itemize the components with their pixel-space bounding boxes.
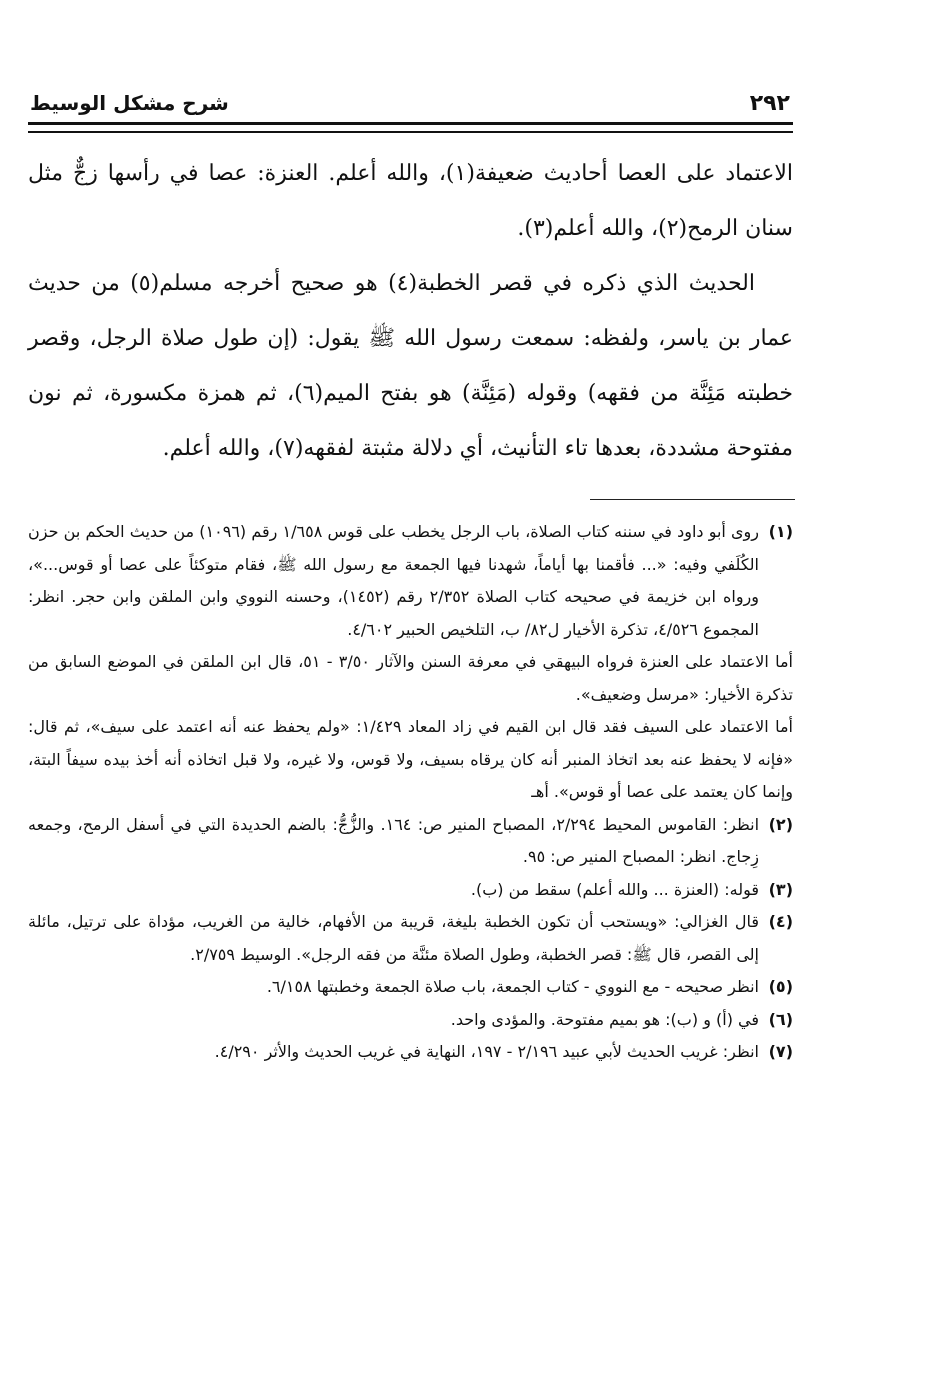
- page-header: [30, 88, 790, 118]
- footnote-text: انظر: القاموس المحيط ٢/٢٩٤، المصباح المنير ص: ١٦٤. والزُّجُّ: بالضم الحديدة التي في أسفل الرمح، وجمعه زِجاج. انظر: المصباح المنير ص: ٩٥.: [28, 814, 760, 866]
- footnote-number: (٤): [768, 912, 793, 931]
- footnote-1: [28, 516, 793, 646]
- footnote-4: [28, 906, 793, 971]
- main-text: [28, 146, 793, 476]
- page-number: ٢٩٢: [749, 90, 790, 116]
- footnote-number: (٧): [768, 1042, 793, 1061]
- footnote-separator: [590, 499, 795, 500]
- header-rule: [28, 122, 793, 133]
- footnote-2: [28, 809, 793, 874]
- footnote-3: [28, 874, 793, 907]
- main-paragraph-2: الحديث الذي ذكره في قصر الخطبة(٤) هو صحيح أخرجه مسلم(٥) من حديث عمار بن ياسر، ولفظه: سمعت رسول الله ﷺ يقول: (إن طول صلاة الرجل، وقصر خطبته مَئِنَّة من فقهه) وقوله (مَئِنَّة) هو بفتح الميم(٦)، ثم همزة مكسورة، ثم نون مفتوحة مشددة، بعدها تاء التأنيث، أي دلالة مثبتة لفقهه(٧)، والله أعلم.: [28, 271, 794, 461]
- footnote-text: روى أبو داود في سننه كتاب الصلاة، باب الرجل يخطب على قوس ١/٦٥٨ رقم (١٠٩٦) من حديث الحكم بن حزن الكُلَفي وفيه: «... فأقمنا بها أياماً، شهدنا فيها الجمعة مع رسول الله ﷺ، فقام متوكئاً على عصا أو قوس...»، ورواه ابن خزيمة في صحيحه كتاب الصلاة ٢/٣٥٢ رقم (١٤٥٢)، وحسنه النووي وابن الملقن وابن حجر. انظر: المجموع ٤/٥٢٦، تذكرة الأخيار ل٨٢/ ب، التلخيص الحبير ٤/٦٠٢.: [28, 522, 760, 639]
- footnote-number: (٣): [768, 879, 793, 899]
- footnote-1-continuation-2: أما الاعتماد على السيف فقد قال ابن القيم في زاد المعاد ١/٤٢٩: «ولم يحفظ عنه أنه اعتمد على سيف»، ثم قال: «فإنه لا يحفظ عنه بعد اتخاذ المنبر أنه كان يرقاه بسيف، ولا قوس، ولا غيره، ولا قبل اتخاذه أنه أخذ بيده سيفاً البتة، وإنما كان يعتمد على عصا أو قوس». أهـ: [28, 717, 794, 801]
- footnote-text: في (أ) و (ب): هو بميم مفتوحة. والمؤدى واحد.: [450, 1009, 759, 1029]
- footnote-text: انظر صحيحه - مع النووي - كتاب الجمعة، باب صلاة الجمعة وخطبتها ٦/١٥٨.: [266, 977, 759, 996]
- footnote-1-continuation-1: أما الاعتماد على العنزة فرواه البيهقي في معرفة السنن والآثار ٣/٥٠ - ٥١، قال ابن الملقن في الموضع السابق من تذكرة الأخيار: «مرسل وضعيف».: [28, 652, 793, 704]
- footnote-text: قال الغزالي: «ويستحب أن تكون الخطبة بليغة، قريبة من الأفهام، خالية من الغريب، مؤداة على ترتيل، مائلة إلى القصر، قال ﷺ: قصر الخطبة، وطول الصلاة مئنَّة من فقه الرجل». الوسيط ٢/٧٥٩.: [28, 912, 759, 964]
- running-title: شرح مشكل الوسيط: [30, 91, 229, 115]
- footnote-6: [28, 1004, 793, 1037]
- main-paragraph-1: الاعتماد على العصا أحاديث ضعيفة(١)، والله أعلم. العنزة: عصا في رأسها زجٌّ مثل سنان الرمح(٢)، والله أعلم(٣).: [28, 161, 794, 241]
- footnotes: [28, 516, 793, 1069]
- footnote-number: (٦): [768, 1009, 793, 1029]
- footnote-number: (١): [768, 522, 793, 541]
- footnote-text: قوله: (العنزة ... والله أعلم) سقط من (ب).: [470, 879, 759, 899]
- footnote-number: (٢): [768, 814, 793, 834]
- footnote-number: (٥): [768, 977, 793, 996]
- footnote-5: [28, 971, 793, 1004]
- footnote-text: انظر: غريب الحديث لأبي عبيد ٢/١٩٦ - ١٩٧، النهاية في غريب الحديث والأثر ٤/٢٩٠.: [214, 1042, 759, 1061]
- footnote-7: [28, 1036, 793, 1069]
